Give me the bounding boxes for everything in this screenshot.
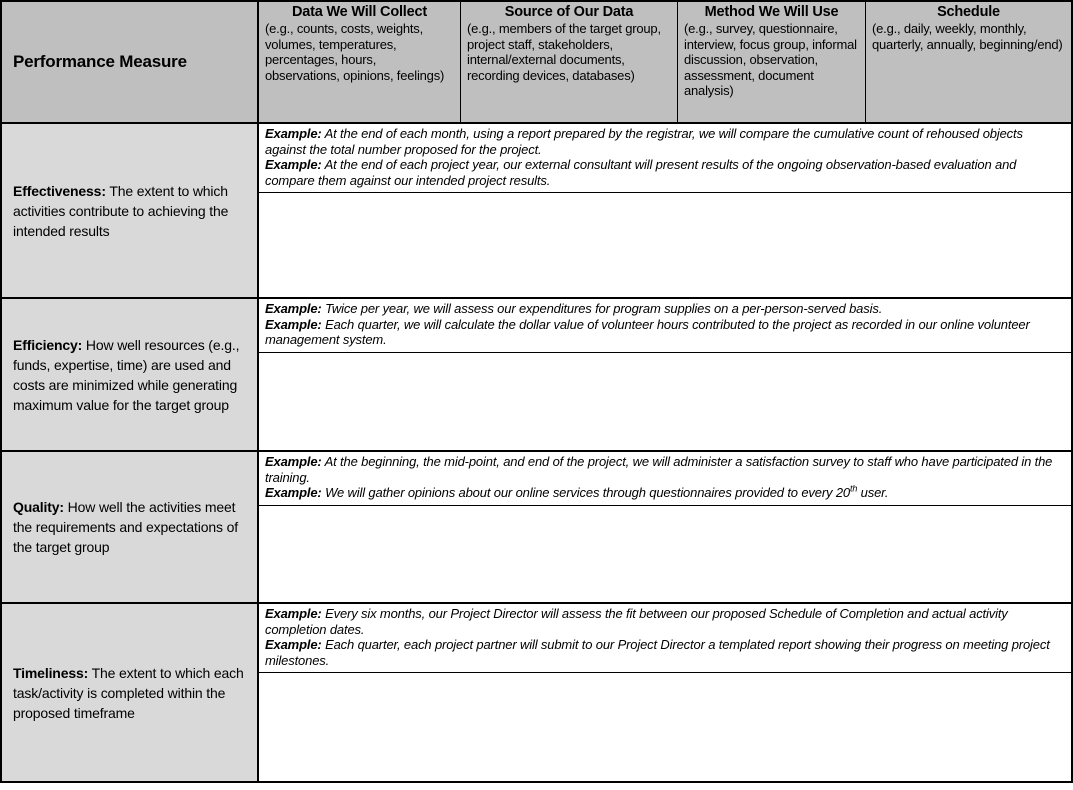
row-content-timeliness [259,604,1071,781]
example-text: Example: At the end of each project year, our external consultant will present results of the ongoing observation-based evaluation and compare them against our intended project results. [265,157,1017,188]
column-header-source-of-our-data [461,2,678,122]
row-label-timeliness [2,604,259,781]
examples-block [259,452,1071,506]
column-header-performance-measure [2,2,259,122]
entry-area-quality [259,506,1071,603]
column-header-schedule [866,2,1071,122]
example-text: Example: Each quarter, we will calculate the dollar value of volunteer hours contributed to the project as recorded in our online volunteer management system. [265,316,1030,347]
column-title: Source of Our Data [504,4,634,20]
column-title: Schedule [937,4,1000,20]
row-label-text: Efficiency: How well resources (e.g., funds, expertise, time) are used and costs are minimized while generating maximum value for the target group [13,336,240,413]
example-text: Example: At the end of each month, using a report prepared by the registrar, we will compare the cumulative count of rehoused objects against the total number proposed for the project. [265,126,1023,157]
example-text: Example: Each quarter, each project partner will submit to our Project Director a templated report showing their progress on meeting project milestones. [265,637,1050,668]
example-text: Example: We will gather opinions about our online services through questionnaires provided to every 20th user. [265,483,889,500]
column-header-data-we-will-collect [259,2,461,122]
entry-area-effectiveness [259,193,1071,297]
entry-area-efficiency [259,353,1071,451]
row-label-effectiveness [2,124,259,297]
header-row [2,2,1071,124]
row-content-efficiency [259,299,1071,450]
example-text: Example: Every six months, our Project Director will assess the fit between our proposed Schedule of Completion and actual activity completion dates. [265,606,1008,637]
column-subtitle: (e.g., counts, costs, weights, volumes, temperatures, percentages, hours, observations, opinions, feelings) [265,21,445,83]
example-text: Example: Twice per year, we will assess our expenditures for program supplies on a per-person-served basis. [265,301,883,316]
column-title: Data We Will Collect [292,4,427,20]
row-label-text: Timeliness: The extent to which each task/activity is completed within the proposed timeframe [13,664,244,721]
ordinal-superscript: th [849,483,858,494]
table-row-timeliness [2,604,1071,781]
examples-block [259,604,1071,673]
row-label-text: Effectiveness: The extent to which activities contribute to achieving the intended results [13,182,229,239]
column-subtitle: (e.g., daily, weekly, monthly, quarterly, annually, beginning/end) [872,21,1063,52]
row-label-quality [2,452,259,602]
performance-measure-title: Performance Measure [13,52,187,71]
examples-block [259,299,1071,353]
row-content-quality [259,452,1071,602]
column-header-method-we-will-use [678,2,866,122]
column-subtitle: (e.g., members of the target group, project staff, stakeholders, internal/external documents, recording devices, databases) [467,21,661,83]
table-row-quality [2,452,1071,604]
table-row-effectiveness [2,124,1071,299]
row-label-text: Quality: How well the activities meet the requirements and expectations of the target group [13,499,238,555]
example-text: Example: At the beginning, the mid-point, and end of the project, we will administer a satisfaction survey to staff who have participated in the training. [265,454,1053,485]
examples-block [259,124,1071,193]
column-title: Method We Will Use [704,4,839,20]
table-row-efficiency [2,299,1071,452]
row-label-efficiency [2,299,259,450]
row-content-effectiveness [259,124,1071,297]
entry-area-timeliness [259,673,1071,781]
column-subtitle: (e.g., survey, questionnaire, interview, focus group, informal discussion, observation, assessment, document analysis) [684,21,857,98]
